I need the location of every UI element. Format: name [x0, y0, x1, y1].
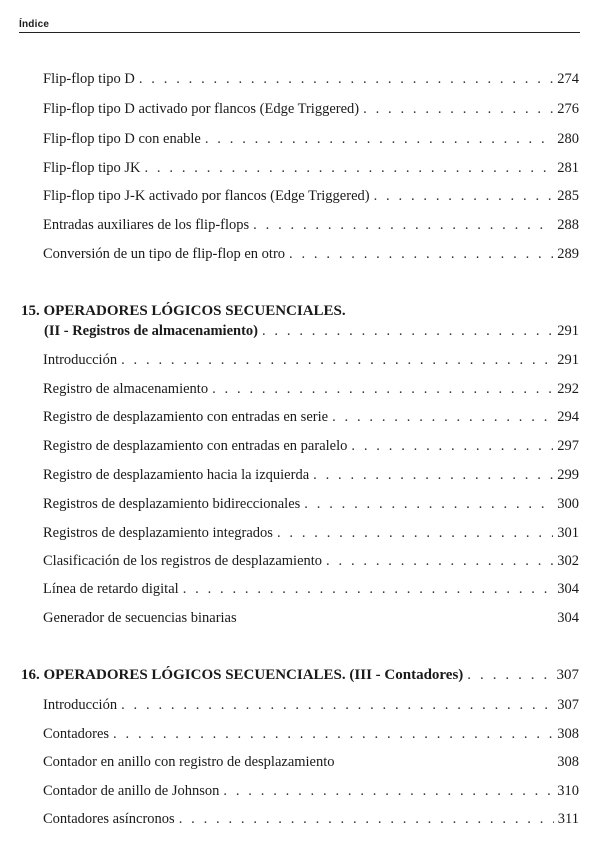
toc-entry-title: Contador de anillo de Johnson [43, 783, 220, 799]
toc-entry-title: Flip-flop tipo J-K activado por flancos (Edge Triggered) [43, 188, 370, 204]
toc-entry-title: Clasificación de los registros de desplazamiento [43, 553, 323, 569]
toc-entry-page: 299 [557, 467, 579, 483]
dot-leader [332, 408, 553, 426]
toc-entry [43, 159, 579, 177]
toc-entry [43, 552, 579, 570]
toc-entry-title: Conversión de un tipo de flip-flop en otro [43, 246, 286, 262]
toc-entry [43, 495, 579, 513]
toc-entry-page: 304 [557, 581, 579, 597]
chapter-15-title: 15. OPERADORES LÓGICOS SECUENCIALES. [21, 303, 346, 319]
toc-entry-title: Flip-flop tipo D con enable [43, 131, 201, 147]
toc-entry-title: Contadores [43, 726, 110, 742]
toc-entry-page: 310 [557, 783, 579, 799]
toc-entry [43, 100, 579, 118]
toc-entry-title: Registro de desplazamiento hacia la izquierda [43, 467, 310, 483]
page-header [19, 14, 580, 33]
dot-leader [313, 466, 553, 484]
toc-entry [43, 187, 579, 205]
toc-entry [43, 753, 579, 771]
dot-leader [374, 187, 554, 205]
dot-leader [121, 351, 553, 369]
dot-leader [277, 524, 553, 542]
toc-entry-page: 288 [557, 217, 579, 233]
toc-entry [43, 725, 579, 743]
dot-leader [205, 130, 553, 148]
dot-leader [223, 782, 553, 800]
dot-leader [326, 552, 553, 570]
toc-entry [43, 696, 579, 714]
toc-entry-title: Registros de desplazamiento integrados [43, 525, 273, 541]
toc-entry-title: Registros de desplazamiento bidireccionales [43, 496, 301, 512]
toc-entry [43, 245, 579, 263]
toc-entry-page: 307 [557, 697, 579, 713]
toc-entry-title: Contador en anillo con registro de desplazamiento [43, 754, 335, 770]
dot-leader [179, 810, 554, 828]
toc-entry [43, 70, 579, 88]
toc-entry-page: 289 [557, 246, 579, 262]
toc-entry [43, 437, 579, 455]
dot-leader [262, 322, 553, 340]
toc-entry-title: Registro de desplazamiento con entradas en serie [43, 409, 329, 425]
toc-entry-title: Registro de almacenamiento [43, 381, 209, 397]
toc-entry-page: 300 [557, 496, 579, 512]
toc-entry-title: Introducción [43, 697, 118, 713]
toc-entry-title: Flip-flop tipo D [43, 71, 135, 87]
toc-entry [43, 380, 579, 398]
toc-entry-title: Introducción [43, 352, 118, 368]
toc-entry-page: 304 [557, 610, 579, 626]
toc-entry [43, 782, 579, 800]
dot-leader [139, 70, 553, 88]
dot-leader [351, 437, 553, 455]
toc-entry-title: Contadores asíncronos [43, 811, 175, 827]
chapter-15-heading [44, 322, 579, 340]
toc-entry [43, 580, 579, 598]
chapter-16-title: 16. OPERADORES LÓGICOS SECUENCIALES. (III - Contadores) [21, 667, 464, 683]
toc-entry-page: 301 [557, 525, 579, 541]
dot-leader [121, 696, 553, 714]
toc-entry [43, 524, 579, 542]
toc-entry-title: Registro de desplazamiento con entradas en paralelo [43, 438, 348, 454]
toc-entry [43, 351, 579, 369]
dot-leader [253, 216, 553, 234]
dot-leader [212, 380, 553, 398]
dot-leader [289, 245, 553, 263]
dot-leader [144, 159, 553, 177]
chapter-15-subtitle: (II - Registros de almacenamiento) [44, 323, 258, 339]
toc-entry-page: 285 [557, 188, 579, 204]
toc-entry-page: 274 [557, 71, 579, 87]
toc-entry [43, 408, 579, 426]
toc-entry-page: 308 [557, 754, 579, 770]
toc-entry-page: 294 [557, 409, 579, 425]
toc-entry-page: 281 [557, 160, 579, 176]
toc-entry-title: Flip-flop tipo JK [43, 160, 141, 176]
toc-entry [43, 130, 579, 148]
chapter-15-page: 291 [557, 323, 579, 339]
chapter-16-page: 307 [556, 667, 579, 683]
toc-entry-page: 308 [557, 726, 579, 742]
toc-entry-page: 276 [557, 101, 579, 117]
toc-entry-title: Línea de retardo digital [43, 581, 179, 597]
toc-entry-page: 291 [557, 352, 579, 368]
toc-entry-page: 302 [557, 553, 579, 569]
dot-leader [304, 495, 553, 513]
toc-entry-page: 311 [557, 811, 579, 827]
toc-entry-page: 280 [557, 131, 579, 147]
toc-entry [43, 466, 579, 484]
toc-entry [43, 216, 579, 234]
chapter-16-heading [21, 666, 579, 684]
dot-leader [363, 100, 553, 118]
toc-entry-page: 292 [557, 381, 579, 397]
toc-entry-title: Generador de secuencias binarias [43, 610, 237, 626]
dot-leader [113, 725, 553, 743]
dot-leader [183, 580, 554, 598]
header-label: Índice [19, 19, 50, 30]
dot-leader [467, 666, 552, 684]
toc-entry-title: Flip-flop tipo D activado por flancos (Edge Triggered) [43, 101, 360, 117]
toc-entry-page: 297 [557, 438, 579, 454]
toc-entry [43, 810, 579, 828]
toc-entry [43, 609, 579, 627]
toc-entry-title: Entradas auxiliares de los flip-flops [43, 217, 250, 233]
